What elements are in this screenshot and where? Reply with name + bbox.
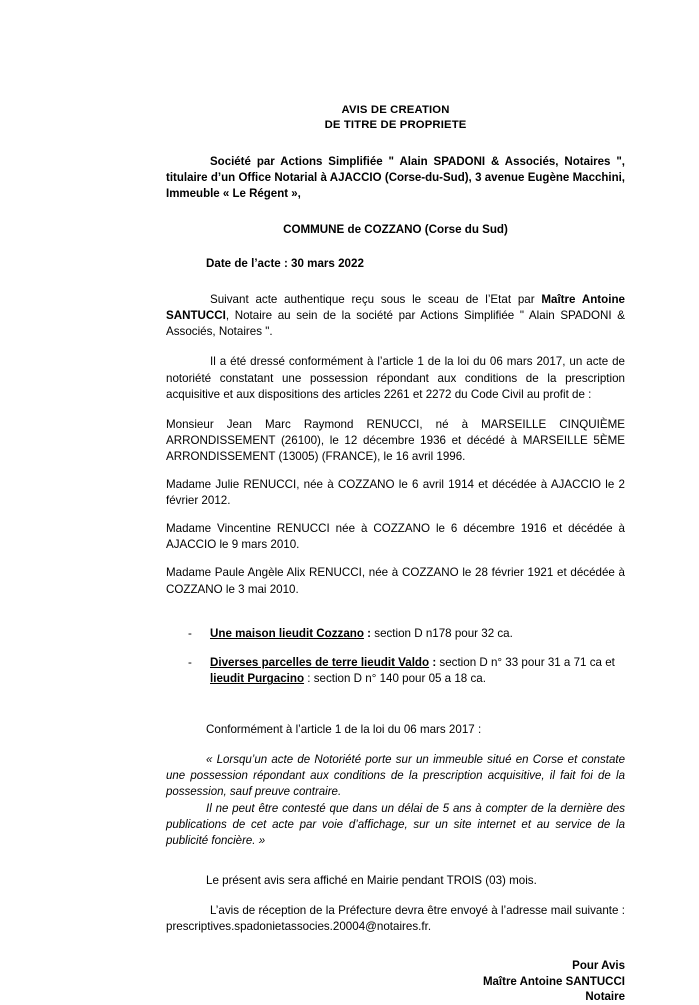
spacer — [166, 935, 625, 959]
property-detail-secondary: section D n° 140 pour 05 a 18 ca. — [313, 672, 486, 686]
document-title — [166, 103, 625, 133]
list-item — [166, 655, 625, 688]
document-body — [166, 103, 625, 1005]
property-entry — [210, 655, 625, 688]
property-heading: Une maison lieudit Cozzano — [210, 626, 364, 640]
display-notice: Le présent avis sera affiché en Mairie pendant TROIS (03) mois. — [206, 874, 537, 888]
title-line-1: AVIS DE CREATION — [341, 104, 450, 116]
spacer — [166, 688, 625, 722]
property-heading: Diverses parcelles de terre lieudit Valdo — [210, 656, 430, 669]
spacer — [166, 340, 625, 354]
property-separator-secondary: : — [304, 672, 314, 686]
spacer — [166, 238, 625, 256]
quotation-paragraph-2: Il ne peut être contesté que dans un délai de 5 ans à compter de la dernière des publications de cet acte par voie d’affichage, sur un site internet et au service de la publicité foncière. » — [166, 802, 625, 847]
notary-name: Maître Antoine SANTUCCI — [166, 293, 625, 323]
person-paragraph: Madame Vincentine RENUCCI née à COZZANO le 6 décembre 1916 et décédée à AJACCIO le 9 mars 2010. — [166, 522, 625, 552]
spacer — [166, 202, 625, 222]
conformity-line: Conformément à l’article 1 de la loi du 06 mars 2017 : — [206, 722, 482, 736]
property-entry — [210, 626, 625, 642]
signature-line-1: Pour Avis — [572, 960, 625, 973]
person-paragraph: Madame Paule Angèle Alix RENUCCI, née à COZZANO le 28 février 1921 et décédée à COZZANO le 3 mai 2010. — [166, 566, 625, 596]
person-paragraph: Monsieur Jean Marc Raymond RENUCCI, né à MARSEILLE CINQUIÈME ARRONDISSEMENT (26100), le 12 décembre 1936 et décédé à MARSEILLE 5ÈME ARRONDISSEMENT (13005) (FRANCE), le 16 avril 1996. — [166, 417, 625, 463]
act-paragraph-before: Suivant acte authentique reçu sous le sceau de l’Etat par — [210, 293, 542, 307]
prefecture-notice: L’avis de réception de la Préfecture devra être envoyé à l’adresse mail suivante : prescriptives.spadonietassocies.20004@notaires.fr. — [166, 904, 625, 934]
spacer — [166, 598, 625, 626]
legal-quotation — [166, 752, 625, 849]
bullet-marker: - — [188, 656, 192, 669]
property-separator: : — [363, 626, 375, 640]
signature-line-3: Notaire — [585, 990, 625, 1003]
list-item — [166, 626, 625, 642]
signature-block — [166, 959, 625, 1005]
notoriety-paragraph: Il a été dressé conformément à l’article 1 de la loi du 06 mars 2017, un acte de notoriété constatant une possession répondant aux conditions de la prescription acquisitive et aux dispositions des articles 2261 et 2272 du Code Civil au profit de : — [166, 355, 625, 401]
property-detail: section D n178 pour 32 ca. — [374, 626, 513, 640]
spacer — [166, 465, 625, 477]
property-separator: : — [429, 656, 440, 669]
quotation-paragraph-1: « Lorsqu’un acte de Notoriété porte sur un immeuble situé en Corse et constate une possession répondant aux conditions de la prescription acquisitive, il fait foi de la possession, sauf preuve contraire. — [166, 753, 625, 799]
act-paragraph-after: , Notaire au sein de la société par Actions Simplifiée " Alain SPADONI & Associés, Notaires ". — [166, 309, 625, 339]
property-heading-secondary: lieudit Purgacino — [210, 672, 305, 686]
spacer — [166, 272, 625, 292]
property-detail: section D n° 33 pour 31 a 71 ca — [439, 656, 602, 669]
title-line-2: DE TITRE DE PROPRIETE — [324, 119, 467, 132]
spacer — [166, 553, 625, 565]
person-paragraph: Madame Julie RENUCCI, née à COZZANO le 6 avril 1914 et décédée à AJACCIO le 2 février 2012. — [166, 478, 625, 508]
firm-paragraph: Société par Actions Simplifiée " Alain SPADONI & Associés, Notaires ", titulaire d’un Office Notarial à AJACCIO (Corse-du-Sud), 3 avenue Eugène Macchini, Immeuble « Le Régent », — [166, 156, 625, 200]
act-date: Date de l’acte : 30 mars 2022 — [206, 257, 364, 271]
spacer — [166, 889, 625, 903]
commune-heading: COMMUNE de COZZANO (Corse du Sud) — [283, 223, 508, 237]
spacer — [166, 738, 625, 752]
property-continuation-prefix: et — [605, 656, 615, 669]
bullet-marker: - — [188, 626, 192, 640]
spacer — [166, 403, 625, 417]
spacer — [166, 509, 625, 521]
spacer — [166, 849, 625, 873]
spacer — [166, 133, 625, 155]
property-list — [166, 626, 625, 688]
act-paragraph — [166, 292, 625, 340]
signature-line-2: Maître Antoine SANTUCCI — [482, 975, 625, 988]
